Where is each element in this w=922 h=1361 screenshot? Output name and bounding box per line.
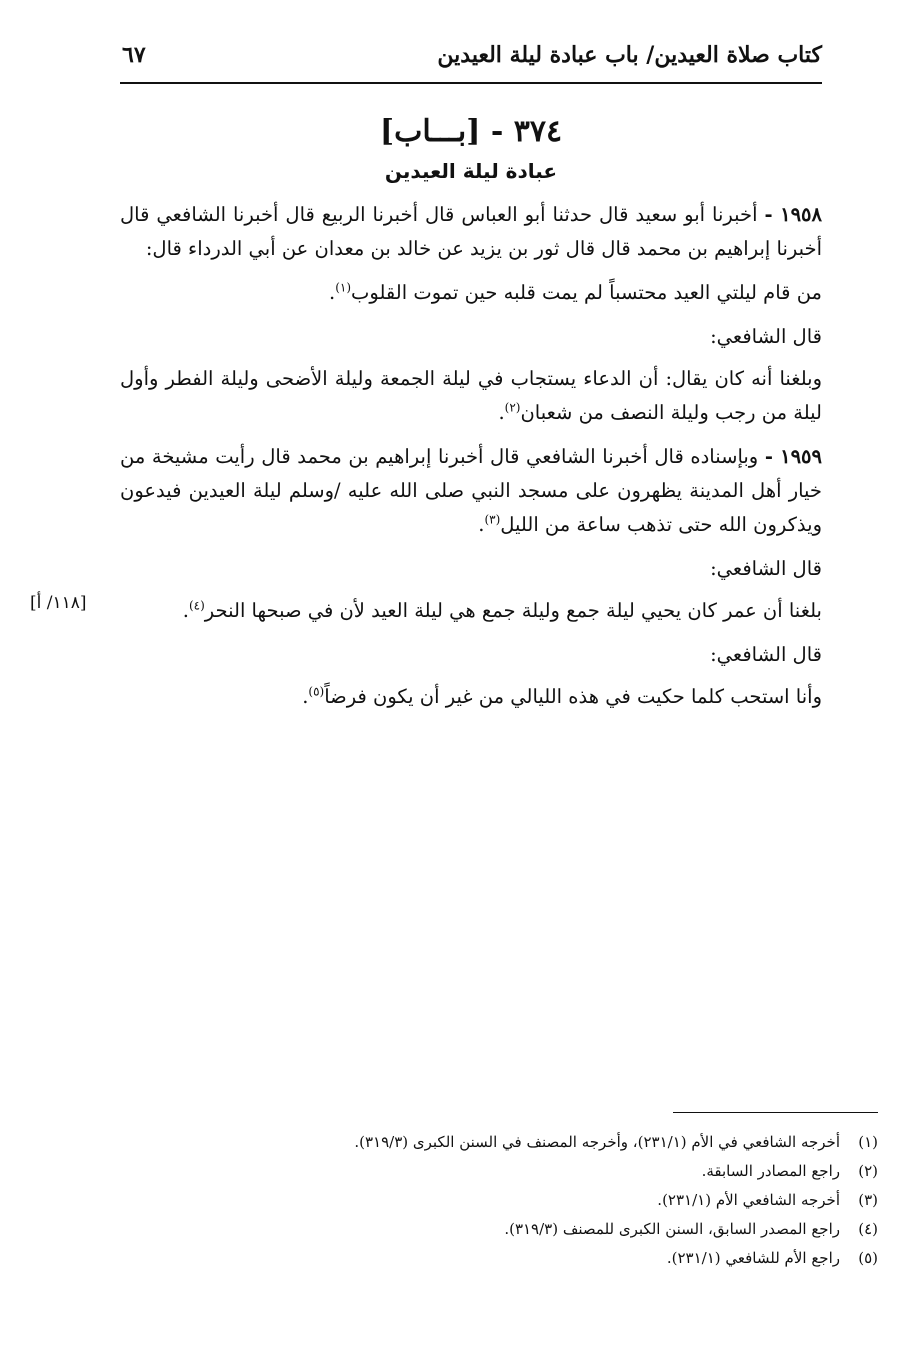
footnote-item [178,1157,878,1186]
hadith-1959: ١٩٥٩ - وبإسناده قال أخبرنا الشافعي قال أخبرنا إبراهيم بن محمد قال رأيت مشيخة من خيار أهل المدينة يظهرون على مسجد النبي صلى الله عليه /وسلم ليلة العيدين فيدعون ويذكرون الله حتى تذهب ساعة من الليل$^{(٣)}$. [120,445,823,536]
footnote-item [178,1244,878,1273]
paragraph-text: وبلغنا أنه كان يقال: أن الدعاء يستجاب في ليلة الجمعة وليلة الأضحى وليلة الفطر وأول ليلة من رجب وليلة النصف من شعبان [120,367,822,424]
footnote-ref[interactable]: (٤) [188,598,205,613]
hadith-quote: من قام ليلتي العيد محتسباً لم يمت قلبه حين تموت القلوب$^{(١)}$. [329,280,822,304]
page-number: ٦٧ [122,42,146,68]
footnote-ref[interactable]: (١) [335,280,352,295]
page [120,38,822,724]
hadith-1958 [120,198,822,266]
footnote-text: أخرجه الشافعي الأم (٢٣١/١). [657,1191,840,1209]
footnote-item [178,1186,878,1215]
footnote-number: (٤) [858,1220,878,1238]
footnote-text: راجع المصدر السابق، السنن الكبرى للمصنف (٣١٩/٣). [504,1220,840,1238]
footnote-number: (٢) [858,1162,878,1180]
margin-folio-note: [١١٨/ أ] [30,593,87,613]
footnote-text: راجع الأم للشافعي (٢٣١/١). [666,1249,840,1267]
hadith-text: أخبرنا أبو سعيد قال حدثنا أبو العباس قال أخبرنا الربيع قال أخبرنا الشافعي قال أخبرنا إبراهيم بن محمد قال قال ثور بن يزيد عن خالد بن معدان عن أبي الدرداء قال: [120,203,822,260]
paragraph-text: وأنا استحب كلما حكيت في هذه الليالي من غير أن يكون فرضاً [324,685,822,708]
footnote-item [178,1128,878,1157]
footnote-text: أخرجه الشافعي في الأم (٢٣١/١)، وأخرجه المصنف في السنن الكبرى (٣١٩/٣). [354,1133,840,1151]
speaker-line: قال الشافعي: [710,557,822,580]
footnote-text: راجع المصادر السابقة. [701,1162,840,1180]
footnote-number: (٥) [858,1249,878,1267]
speaker-line: قال الشافعي: [710,643,822,666]
hadith-text: وبإسناده قال أخبرنا الشافعي قال أخبرنا إبراهيم بن محمد قال رأيت مشيخة من خيار أهل المدينة يظهرون على مسجد النبي صلى الله عليه /وسلم ليلة العيدين فيدعون ويذكرون الله حتى تذهب ساعة من الليل [120,445,822,536]
chapter-subtitle: عبادة ليلة العيدين [384,159,558,183]
paragraph: وأنا استحب كلما حكيت في هذه الليالي من غير أن يكون فرضاً$^{(٥)}$. [302,684,822,708]
quote-text: من قام ليلتي العيد محتسباً لم يمت قلبه حين تموت القلوب [351,281,822,304]
chapter-heading: ٣٧٤ - [بـــاب] [379,114,563,149]
running-header [120,38,822,84]
footnote-ref[interactable]: (٥) [308,684,325,699]
speaker-line: قال الشافعي: [710,325,822,348]
paragraph-text: بلغنا أن عمر كان يحيي ليلة جمع وليلة جمع هي ليلة العيد لأن في صبحها النحر [204,599,822,622]
footnote-divider [673,1112,878,1113]
footnote-number: (٣) [858,1191,878,1209]
footnote-number: (١) [858,1133,878,1151]
footnotes [178,1128,878,1273]
footnote-item [178,1215,878,1244]
hadith-number: ١٩٥٨ - [764,203,822,226]
paragraph: بلغنا أن عمر كان يحيي ليلة جمع وليلة جمع هي ليلة العيد لأن في صبحها النحر$^{(٤)}$. [182,598,822,622]
body-text [120,198,822,714]
hadith-number: ١٩٥٩ - [764,445,823,468]
running-title: كتاب صلاة العيدين/ باب عبادة ليلة العيدين [437,42,822,68]
footnote-ref[interactable]: (٣) [484,512,501,527]
paragraph: وبلغنا أنه كان يقال: أن الدعاء يستجاب في ليلة الجمعة وليلة الأضحى وليلة الفطر وأول ليلة من رجب وليلة النصف من شعبان$^{(٢)}$. [120,367,822,424]
footnote-ref[interactable]: (٢) [504,400,521,415]
